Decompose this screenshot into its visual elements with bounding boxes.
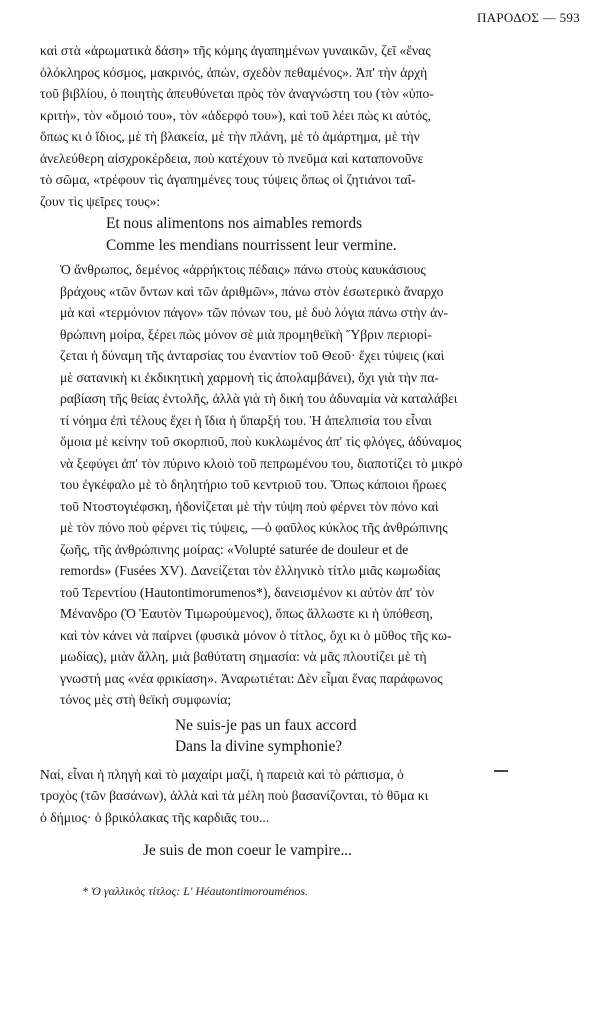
text-line: ὁλόκληρος κόσμος, μακρινός, ἀπών, σχεδὸν πεθαμένος». Ἀπ' τὴν ἀρχὴ [40, 64, 428, 80]
paragraph-3 [40, 764, 580, 829]
text-line: μωδίας), μιὰν ἄλλη, μιὰ βαθύτατη σημασία: νὰ μᾶς πλουτίζει μὲ τὴ [60, 649, 427, 664]
text-line: καὶ στὰ «ἀρωματικὰ δάση» τῆς κόμης ἀγαπημένων γυναικῶν, ζεῖ «ἕνας [40, 43, 431, 58]
text-line: γνωστή μας «νέα φρικίαση». Ἀναρωτιέται: Δὲν εἶμαι ἕνας παράφωνος [60, 670, 443, 686]
text-line: τί νόημα ἐπὶ τέλους ἔχει ἡ ἴδια ἡ ὕπαρξή του. Ἡ ἀπελπισία του εἶναι [60, 412, 432, 428]
text-line: ζουν τὶς ψεῖρες τους»: [40, 193, 161, 209]
text-line: τοῦ Τερεντίου (Hautontimorumenos*), δανεισμένον κι αὐτὸν ἀπ' τὸν [60, 584, 434, 600]
text-line: Μένανδρο (Ὁ Ἑαυτὸν Τιμωρούμενος), ὅπως ἄλλωστε κι ἡ ὑπόθεση, [60, 606, 433, 621]
text-line: τοῦ Ντοστογιέφσκη, ἡδονίζεται μὲ τὴν τύψη ποὺ φέρνει τὸν πόνο καὶ [60, 498, 439, 514]
verse-line: Dans la divine symphonie? [175, 738, 343, 755]
french-verse-quote-1 [40, 213, 580, 256]
text-line: τόνος μὲς στὴ θεϊκὴ συμφωνία; [60, 692, 232, 707]
text-line: ὁ δήμιος· ὁ βρικόλακας τῆς καρδιᾶς του... [40, 809, 270, 825]
text-line: ὅπως κι ὁ ἴδιος, μὲ τὴ βλακεία, μὲ τὴν πλάνη, μὲ τὸ ἁμάρτημα, μὲ τὴν [40, 129, 420, 144]
verse-line: Ne suis-je pas un faux accord [175, 716, 357, 734]
text-line: ζωῆς, τῆς ἀνθρώπινης μοίρας: «Volupté saturée de douleur et de [60, 541, 409, 557]
text-line: ἀνελεύθερη αἰσχροκέρδεια, ποὺ κατέχουν τὸ πνεῦμα καὶ καταπονοῦνε [40, 150, 424, 166]
verse-line: Comme les mendians nourrissent leur vermine. [106, 236, 397, 254]
text-line: τὸ σῶμα, «τρέφουν τὶς ἀγαπημένες τους τύψεις ὅπως οἱ ζητιάνοι ταΐ- [40, 172, 416, 187]
verse-line: Et nous alimentons nos aimables remords [106, 215, 363, 232]
text-line: remords» (Fusées XV). Δανείζεται τὸν ἑλληνικὸ τίτλο μιᾶς κωμωδίας [60, 563, 441, 578]
text-line: Ὁ ἄνθρωπος, δεμένος «ἀρρήκτοις πέδαις» πάνω στοὺς καυκάσιους [60, 262, 426, 277]
french-verse-quote-3: Je suis de mon coeur le vampire... [143, 842, 352, 859]
text-line: θρώπινη μοίρα, ξέρει πὼς μόνον σὲ μιὰ προμηθεϊκὴ Ὕβριν περιορί- [60, 326, 432, 342]
book-page [40, 0, 580, 1024]
text-line: ὅμοια μὲ κείνην τοῦ σκορπιοῦ, ποὺ κυκλωμένος ἀπ' τὶς φλόγες, ἀδύναμος [60, 434, 462, 449]
paragraph-1 [40, 40, 580, 212]
paragraph-2 [40, 259, 580, 711]
text-line: τροχὸς (τῶν βασάνων), ἀλλὰ καὶ τὰ μέλη ποὺ βασανίζονται, τὸ θῦμα κι [40, 788, 429, 803]
french-verse-quote-2 [40, 715, 580, 758]
text-line: Ναί, εἶναι ἡ πληγὴ καὶ τὸ μαχαίρι μαζί, ἡ παρειὰ καὶ τὸ ράπισμα, ὁ [40, 766, 404, 782]
text-line: κριτή», τὸν «ὅμοιό του», τὸν «ἀδερφό του»), καὶ τοῦ λέει πὼς κι αὐτός, [40, 107, 431, 123]
page-body [40, 40, 580, 862]
text-line: μὲ τὸν πόνο ποὺ φέρνει τὶς τύψεις, —ὁ φαῦλος κύκλος τῆς ἀνθρώπινης [60, 520, 448, 535]
text-line: ραβίαση τῆς θείας ἐντολῆς, ἀλλὰ γιὰ τὴ δική του ἀδυναμία νὰ καταλάβει [60, 391, 458, 406]
text-line: βράχους «τῶν ὄντων καὶ τῶν ἀριθμῶν», πάνω στὸν ἐσωτερικὸ ἄναρχο [60, 283, 444, 299]
stray-print-mark [494, 770, 508, 772]
text-line: τοῦ βιβλίου, ὁ ποιητὴς ἀπευθύνεται πρὸς τὸν ἀναγνώστη του (τὸν «ὑπο- [40, 86, 434, 101]
text-line: του ἐγκέφαλο μὲ τὸ δηλητήριο τοῦ κεντριοῦ του. Ὅπως κάποιοι ἥρωες [60, 477, 447, 492]
text-line: ζεται ἡ δύναμη τῆς ἀνταρσίας του ἐναντίον τοῦ Θεοῦ· ἔχει τύψεις (καὶ [60, 348, 445, 363]
running-header: ΠΑΡΟΔΟΣ — 593 [476, 10, 580, 25]
text-line: νὰ ξεφύγει ἀπ' τὸν πύρινο κλοιὸ τοῦ πεπρωμένου του, διαποτίζει τὸ μικρὸ [60, 455, 463, 471]
footnote: * Ὁ γαλλικὸς τίτλος: L' Héautontimorouménos. [82, 884, 308, 898]
text-line: καὶ τὸν κάνει νὰ παίρνει (φυσικὰ μόνον ὁ τίτλος, ὄχι κι ὁ μῦθος τῆς κω- [60, 627, 452, 643]
text-line: μὰ καὶ «τερμόνιον πάγον» τῶν πόνων του, μὲ δυὸ λόγια πάνω στὴν ἀν- [60, 305, 448, 320]
text-line: μὲ σατανικὴ κι ἐκδικητικὴ χαρμονὴ τὶς ἀπολαμβάνει), ὄχι γιὰ τὴν πα- [60, 369, 439, 385]
